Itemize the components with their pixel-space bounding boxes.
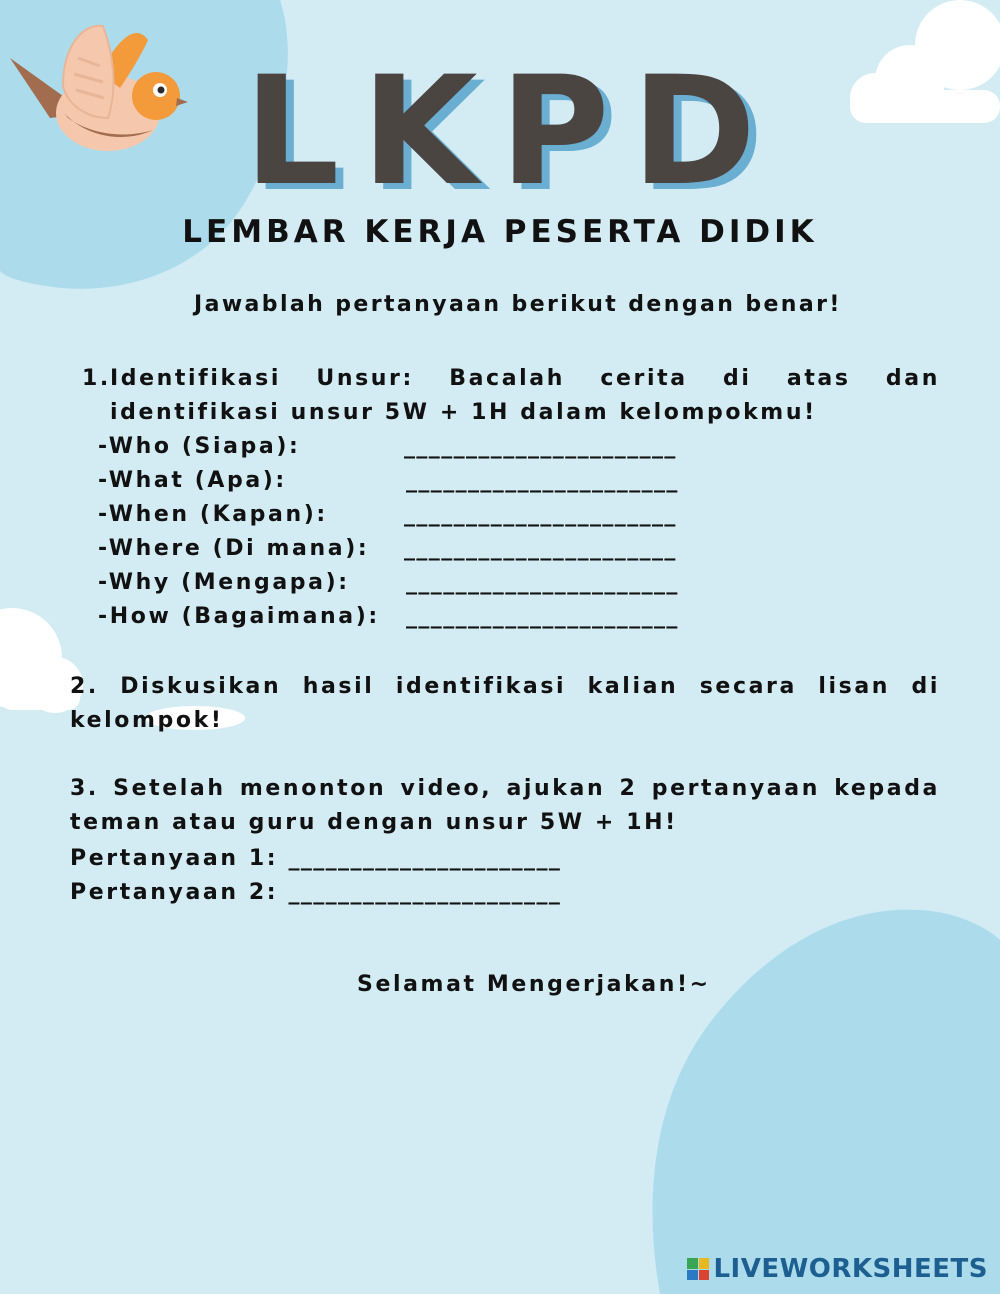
field-what [98,464,679,498]
answer-2 [70,876,561,910]
field-what-label: -What (Apa): [98,468,287,493]
page-title: LKPD [243,45,779,219]
field-where [98,532,677,566]
field-why-blank[interactable]: ______________________ [406,570,679,595]
field-what-blank[interactable]: ______________________ [406,468,679,493]
field-why [98,566,679,600]
answer-1 [70,842,561,876]
question-1-text: Identifikasi Unsur: Bacalah cerita di atas dan identifikasi unsur 5W + 1H dalam kelompokmu! [110,366,940,425]
answer-2-label: Pertanyaan 2: [70,880,279,905]
field-where-blank[interactable]: ______________________ [404,536,677,561]
closing-text: Selamat Mengerjakan!~ [357,972,711,997]
field-why-label: -Why (Mengapa): [98,570,350,595]
field-when [98,498,677,532]
field-when-blank[interactable]: ______________________ [404,502,677,527]
answer-1-blank[interactable]: ______________________ [288,846,562,871]
question-1-number: 1. [82,366,111,391]
field-when-label: -When (Kapan): [98,502,328,527]
field-how-label: -How (Bagaimana): [98,604,380,629]
liveworksheets-brand[interactable] [687,1254,988,1284]
answer-2-blank[interactable]: ______________________ [288,880,562,905]
question-3-text: 3. Setelah menonton video, ajukan 2 pertanyaan kepada teman atau guru dengan unsur 5W + 1H! [70,776,940,835]
question-2-text: 2. Diskusikan hasil identifikasi kalian secara lisan di kelompok! [70,674,940,733]
brand-text: LIVEWORKSHEETS [713,1254,988,1284]
page-subtitle: LEMBAR KERJA PESERTA DIDIK [182,214,818,250]
bottom-right-blob [653,910,1000,1294]
field-how [98,600,679,634]
field-how-blank[interactable]: ______________________ [406,604,679,629]
liveworksheets-logo-icon [687,1258,709,1280]
answer-1-label: Pertanyaan 1: [70,846,279,871]
field-where-label: -Where (Di mana): [98,536,370,561]
question-1 [82,362,940,430]
field-who-blank[interactable]: ______________________ [404,434,677,459]
field-who [98,430,677,464]
instruction-text: Jawablah pertanyaan berikut dengan benar! [194,292,842,317]
field-who-label: -Who (Siapa): [98,434,301,459]
